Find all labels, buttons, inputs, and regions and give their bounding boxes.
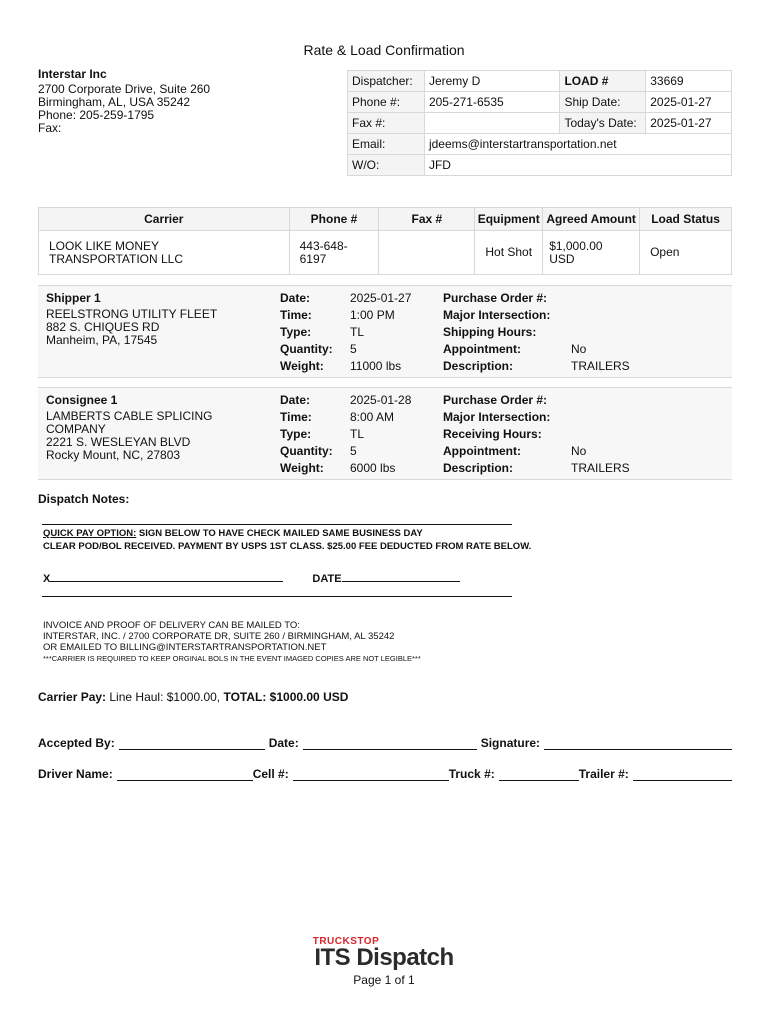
shipper-line: REELSTRONG UTILITY FLEET (46, 307, 218, 321)
shipper-heading: Shipper 1 (46, 291, 101, 305)
driver-name-field[interactable] (117, 769, 253, 781)
brand-main: ITS Dispatch (314, 944, 454, 971)
consignee-desc: TRAILERS (571, 461, 630, 475)
truck-label: Truck #: (448, 767, 495, 781)
consignee-type-label: Type: (280, 427, 312, 441)
company-address-1: 2700 Corporate Drive, Suite 260 (38, 82, 211, 96)
shipper-line: 882 S. CHIQUES RD (46, 320, 160, 334)
shipper-type-label: Type: (280, 325, 312, 339)
today-label: Today's Date: (560, 113, 646, 134)
dispatch-table (347, 70, 732, 176)
quick-pay-line-2: CLEAR POD/BOL RECEIVED. PAYMENT BY USPS 1ST CLASS. $25.00 FEE DEDUCTED FROM RATE BELOW. (43, 541, 532, 552)
phone-value: 205-271-6535 (424, 92, 560, 113)
divider (42, 524, 512, 525)
shipper-desc: TRAILERS (571, 359, 630, 373)
consignee-section (38, 387, 732, 480)
page-number: Page 1 of 1 (353, 973, 415, 987)
company-name: Interstar Inc (38, 67, 107, 81)
carrier-phone-line-1: 443-648- (299, 238, 348, 253)
ship-date-label: Ship Date: (560, 92, 646, 113)
consignee-line: COMPANY (46, 422, 106, 436)
wo-label: W/O: (348, 155, 425, 176)
equipment-header: Equipment (475, 208, 543, 231)
shipper-po (571, 292, 691, 305)
fax-value (424, 113, 560, 134)
ship-date-value: 2025-01-27 (646, 92, 732, 113)
shipper-appt: No (571, 342, 587, 356)
driver-row (38, 767, 732, 781)
amount-header: Agreed Amount (543, 208, 640, 231)
consignee-type: TL (350, 427, 365, 441)
fax-label: Fax #: (348, 113, 425, 134)
shipper-address (46, 292, 276, 347)
carrier-amount-line-1: $1,000.00 (549, 238, 603, 253)
shipper-details (280, 292, 440, 373)
acceptance-row (38, 736, 732, 750)
sign-x-label: X (43, 573, 51, 585)
invoice-line: OR EMAILED TO BILLING@INTERSTARTRANSPORTATION.NET (43, 642, 327, 653)
carrier-pay-line-haul: Line Haul: $1000.00, (106, 690, 224, 704)
carrier-name-cell (39, 231, 290, 275)
consignee-po (571, 394, 691, 407)
quick-pay-signature-field[interactable] (50, 572, 283, 582)
quick-pay-date-field[interactable] (342, 572, 460, 582)
invoice-instructions (43, 620, 421, 664)
consignee-desc-label: Description: (443, 461, 514, 475)
carrier-pay-label: Carrier Pay: (38, 690, 107, 704)
consignee-heading: Consignee 1 (46, 393, 118, 407)
carrier-table (38, 207, 732, 275)
trailer-label: Trailer #: (578, 767, 629, 781)
shipper-date-label: Date: (280, 291, 311, 305)
shipper-qty: 5 (350, 342, 357, 356)
consignee-hours-label: Receiving Hours: (443, 427, 542, 441)
dispatch-notes-heading: Dispatch Notes: (38, 492, 130, 506)
consignee-details (280, 394, 440, 475)
shipper-line: Manheim, PA, 17545 (46, 333, 158, 347)
quick-pay-text: SIGN BELOW TO HAVE CHECK MAILED SAME BUSINESS DAY (136, 528, 423, 539)
date-label: Date: (268, 736, 299, 750)
dispatcher-value: Jeremy D (424, 71, 560, 92)
shipper-appt-label: Appointment: (443, 342, 521, 356)
consignee-details-2 (443, 394, 691, 475)
footer (0, 936, 768, 987)
cell-label: Cell #: (252, 767, 289, 781)
accepted-by-label: Accepted By: (38, 736, 115, 750)
quick-pay-label: QUICK PAY OPTION: (43, 528, 137, 539)
company-block (38, 68, 210, 135)
consignee-date-label: Date: (280, 393, 311, 407)
dispatcher-label: Dispatcher: (348, 71, 425, 92)
consignee-line: 2221 S. WESLEYAN BLVD (46, 435, 191, 449)
carrier-fax-cell (379, 231, 475, 275)
carrier-pay (38, 690, 348, 704)
consignee-address (46, 394, 276, 462)
carrier-header: Carrier (39, 208, 290, 231)
cell-field[interactable] (293, 769, 449, 781)
shipper-time: 1:00 PM (350, 308, 395, 322)
invoice-bol-note: ***CARRIER IS REQUIRED TO KEEP ORGINAL BOLS IN THE EVENT IMAGED COPIES ARE NOT LEGIBLE*** (43, 654, 421, 663)
consignee-weight: 6000 lbs (350, 461, 396, 475)
carrier-amount-cell (543, 231, 640, 275)
divider (42, 596, 512, 597)
carrier-pay-total: TOTAL: $1000.00 USD (223, 690, 349, 704)
consignee-weight-label: Weight: (280, 461, 324, 475)
shipper-weight-label: Weight: (280, 359, 324, 373)
carrier-name-line-2: TRANSPORTATION LLC (49, 251, 184, 266)
consignee-line: LAMBERTS CABLE SPLICING (46, 409, 213, 423)
consignee-hours (571, 428, 691, 441)
phone-header: Phone # (289, 208, 379, 231)
shipper-section (38, 285, 732, 378)
shipper-hours-label: Shipping Hours: (443, 325, 537, 339)
shipper-desc-label: Description: (443, 359, 514, 373)
shipper-qty-label: Quantity: (280, 342, 333, 356)
shipper-details-2 (443, 292, 691, 373)
wo-value: JFD (424, 155, 731, 176)
trailer-field[interactable] (633, 769, 732, 781)
shipper-weight: 11000 lbs (350, 359, 402, 373)
shipper-date: 2025-01-27 (350, 291, 412, 305)
today-value: 2025-01-27 (646, 113, 732, 134)
load-label: LOAD # (560, 71, 646, 92)
brand-logo (0, 936, 768, 969)
load-value: 33669 (646, 71, 732, 92)
table-row (39, 231, 732, 275)
company-fax: Fax: (38, 121, 62, 135)
invoice-line: INTERSTAR, INC. / 2700 CORPORATE DR, SUITE 260 / BIRMINGHAM, AL 35242 (43, 631, 395, 642)
email-value: jdeems@interstartransportation.net (424, 134, 731, 155)
carrier-phone-cell (289, 231, 379, 275)
shipper-time-label: Time: (280, 308, 312, 322)
invoice-line: INVOICE AND PROOF OF DELIVERY CAN BE MAILED TO: (43, 620, 300, 631)
sign-date-label: DATE (312, 573, 342, 585)
consignee-qty-label: Quantity: (280, 444, 333, 458)
carrier-name-line-1: LOOK LIKE MONEY (49, 238, 160, 253)
accepted-by-field[interactable] (119, 738, 265, 750)
date-field[interactable] (303, 738, 477, 750)
page-title: Rate & Load Confirmation (303, 42, 465, 58)
driver-name-label: Driver Name: (38, 767, 113, 781)
consignee-time: 8:00 AM (350, 410, 395, 424)
shipper-type: TL (350, 325, 365, 339)
quick-pay-signature-line (43, 572, 460, 585)
carrier-status-cell: Open (640, 231, 732, 275)
truck-field[interactable] (499, 769, 579, 781)
carrier-equipment-cell: Hot Shot (475, 231, 543, 275)
shipper-intersection (571, 309, 691, 322)
status-header: Load Status (640, 208, 732, 231)
shipper-intersection-label: Major Intersection: (443, 308, 551, 322)
consignee-appt-label: Appointment: (443, 444, 521, 458)
company-phone: Phone: 205-259-1795 (38, 108, 155, 122)
consignee-po-label: Purchase Order #: (443, 393, 548, 407)
shipper-hours (571, 326, 691, 339)
consignee-qty: 5 (350, 444, 357, 458)
carrier-amount-line-2: USD (549, 251, 575, 266)
consignee-time-label: Time: (280, 410, 312, 424)
phone-label: Phone #: (348, 92, 425, 113)
brand-top: TRUCKSTOP (312, 936, 380, 947)
consignee-intersection (571, 411, 691, 424)
consignee-date: 2025-01-28 (350, 393, 412, 407)
signature-field[interactable] (544, 738, 732, 750)
shipper-po-label: Purchase Order #: (443, 291, 548, 305)
consignee-line: Rocky Mount, NC, 27803 (46, 448, 181, 462)
quick-pay-notice (43, 527, 531, 553)
fax-header: Fax # (379, 208, 475, 231)
carrier-phone-line-2: 6197 (299, 251, 327, 266)
consignee-appt: No (571, 444, 587, 458)
signature-label: Signature: (480, 736, 541, 750)
company-address-2: Birmingham, AL, USA 35242 (38, 95, 191, 109)
email-label: Email: (348, 134, 425, 155)
consignee-intersection-label: Major Intersection: (443, 410, 551, 424)
